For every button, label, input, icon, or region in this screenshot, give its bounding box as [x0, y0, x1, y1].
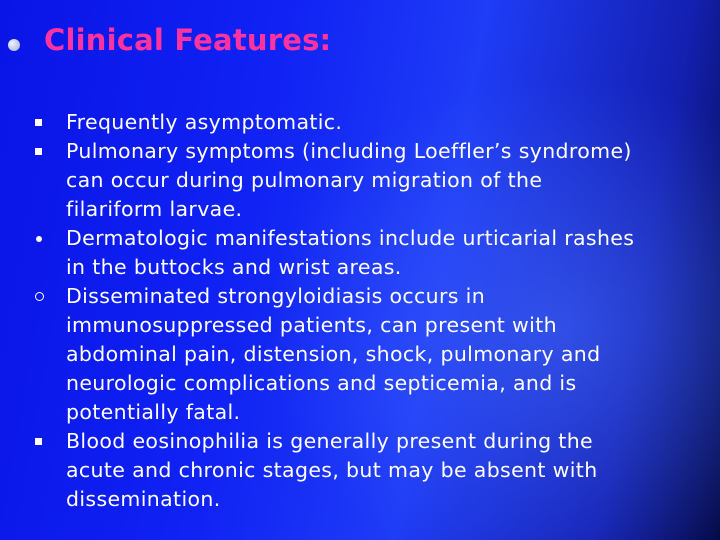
bullet-line: can occur during pulmonary migration of the [66, 168, 543, 192]
bullet-line: Dermatologic manifestations include urticarial rashes [66, 226, 635, 250]
square-bullet-icon [12, 427, 66, 456]
bullet-item-asymptomatic [12, 108, 714, 137]
bullet-list [12, 108, 714, 514]
bullet-item-eosinophilia [12, 427, 714, 514]
dot-bullet-icon [12, 224, 66, 253]
bullet-line: Blood eosinophilia is generally present during the [66, 429, 593, 453]
bullet-line: Disseminated strongyloidiasis occurs in [66, 284, 486, 308]
bullet-item-dermatologic [12, 224, 714, 282]
title-bullet-icon [8, 39, 20, 51]
bullet-item-disseminated [12, 282, 714, 427]
bullet-line: dissemination. [66, 487, 221, 511]
bullet-line: acute and chronic stages, but may be absent with [66, 458, 598, 482]
bullet-line: immunosuppressed patients, can present with [66, 313, 557, 337]
bullet-line: potentially fatal. [66, 400, 241, 424]
square-bullet-icon [12, 137, 66, 166]
ring-bullet-icon [12, 282, 66, 311]
slide-title: Clinical Features: [44, 23, 332, 57]
bullet-line: abdominal pain, distension, shock, pulmonary and [66, 342, 601, 366]
bullet-line: Frequently asymptomatic. [66, 110, 343, 134]
square-bullet-icon [12, 108, 66, 137]
bullet-line: Pulmonary symptoms (including Loeffler’s syndrome) [66, 139, 632, 163]
bullet-line: in the buttocks and wrist areas. [66, 255, 402, 279]
bullet-line: filariform larvae. [66, 197, 243, 221]
bullet-item-pulmonary [12, 137, 714, 224]
bullet-line: neurologic complications and septicemia, and is [66, 371, 577, 395]
